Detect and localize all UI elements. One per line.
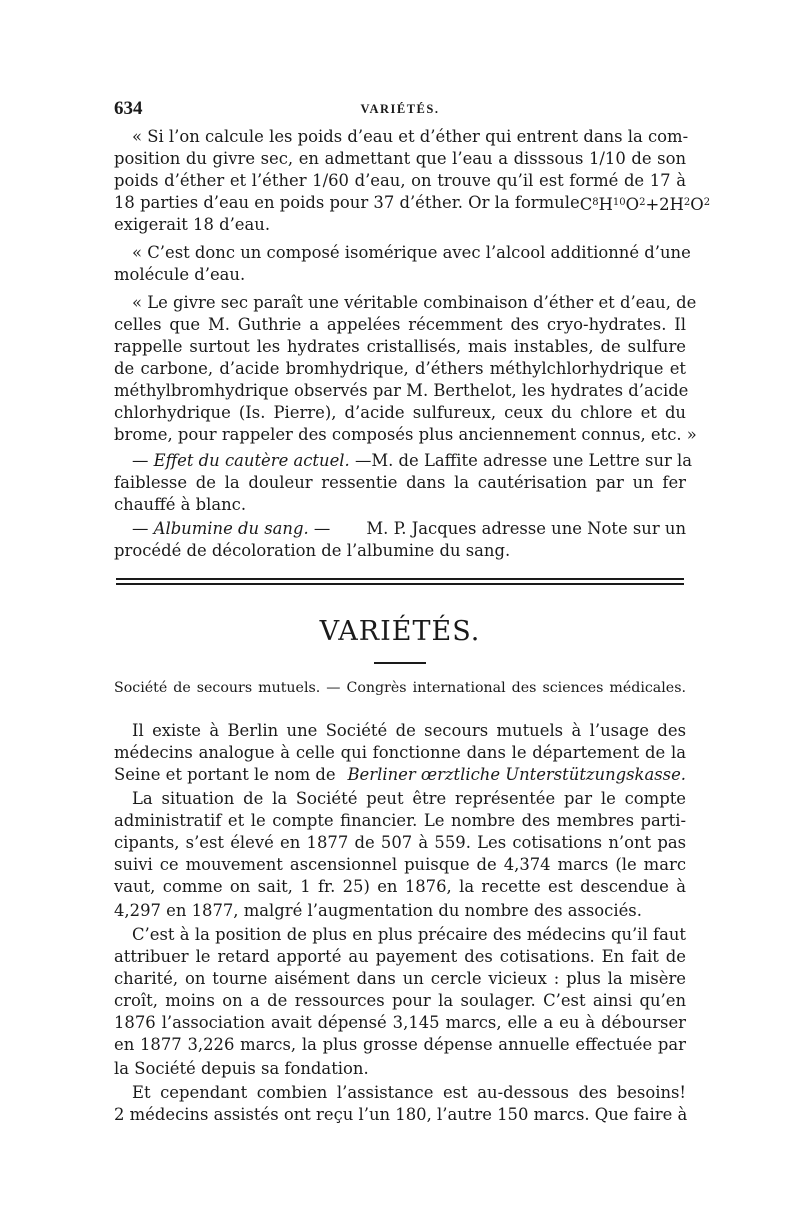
page-header	[114, 98, 686, 122]
text-line: « C’est donc un composé isomérique avec l’alcool additionné d’une	[132, 243, 691, 262]
text-line: vaut, comme on sait, 1 fr. 25) en 1876, la recette est descendue à	[114, 877, 686, 896]
text-line: C’est à la position de plus en plus précaire des médecins qu’il faut	[132, 925, 686, 944]
text-line: poids d’éther et l’éther 1/60 d’eau, on trouve qu’il est formé de 17 à	[114, 171, 686, 190]
text-line: procédé de décoloration de l’albumine du sang.	[114, 541, 511, 560]
text-line: Et cependant combien l’assistance est au-dessous des besoins!	[132, 1083, 686, 1102]
text-line-with-formula	[114, 192, 711, 216]
text-line: administratif et le compte financier. Le nombre des membres parti-	[114, 811, 686, 830]
text-line: La situation de la Société peut être représentée par le compte	[132, 789, 686, 808]
title-rule	[374, 662, 426, 664]
text-line: 18 parties d’eau en poids pour 37 d’éther. Or la formule	[114, 193, 580, 212]
text-line: celles que M. Guthrie a appelées récemment des cryo-hydrates. Il	[114, 315, 686, 334]
text-line: Il existe à Berlin une Société de secours mutuels à l’usage des	[132, 721, 686, 740]
text-line: attribuer le retard apporté au payement des cotisations. En fait de	[114, 947, 686, 966]
text-line: croît, moins on a de ressources pour la soulager. C’est ainsi qu’en	[114, 991, 686, 1010]
text-line: en 1877 3,226 marcs, la plus grosse dépense annuelle effectuée par	[114, 1035, 686, 1054]
text-line: M. P. Jacques adresse une Note sur un	[366, 519, 686, 538]
text-line: charité, on tourne aisément dans un cercle vicieux : plus la misère	[114, 969, 686, 988]
section-title: VARIÉTÉS.	[319, 616, 481, 647]
text-line: M. de Laffite adresse une Lettre sur la	[371, 451, 693, 470]
item-title: Effet du cautère actuel.	[153, 451, 350, 470]
text-line: position du givre sec, en admettant que l’eau a disssous 1/10 de son	[114, 149, 686, 168]
society-name: Berliner œrztliche Unterstützungskasse.	[347, 765, 686, 784]
running-head: VARIÉTÉS.	[360, 102, 440, 116]
text-line: de carbone, d’acide bromhydrique, d’éthers méthylchlorhydrique et	[114, 359, 686, 378]
text-line: suivi ce mouvement ascensionnel puisque de 4,374 marcs (le marc	[114, 855, 686, 874]
text-line: cipants, s’est élevé en 1877 de 507 à 559. Les cotisations n’ont pas	[114, 833, 686, 852]
text-line: « Si l’on calcule les poids d’eau et d’éther qui entrent dans la com-	[132, 127, 689, 146]
text-line: chlorhydrique (Is. Pierre), d’acide sulfureux, ceux du chlore et du	[114, 403, 686, 422]
text-line: la Société depuis sa fondation.	[114, 1059, 369, 1078]
text-line: chauffé à blanc.	[114, 495, 247, 514]
item-title: Albumine du sang.	[153, 519, 309, 538]
section-subtitle: Société de secours mutuels. — Congrès international des sciences médicales.	[114, 680, 686, 696]
text-line: 4,297 en 1877, malgré l’augmentation du nombre des associés.	[114, 901, 642, 920]
text-line: méthylbromhydrique observés par M. Berthelot, les hydrates d’acide	[114, 381, 689, 400]
separator-rule	[116, 578, 684, 580]
text-line: « Le givre sec paraît une véritable combinaison d’éther et d’eau, de	[132, 293, 697, 312]
text-line: Seine et portant le nom de	[114, 765, 336, 784]
page-number: 634	[114, 98, 143, 119]
text-line: médecins analogue à celle qui fonctionne dans le département de la	[114, 743, 686, 762]
item-effet: — Effet du cautère actuel. — M. de Laffite adresse une Lettre sur la	[132, 451, 693, 470]
text-line-with-name	[114, 764, 686, 786]
text-line: molécule d’eau.	[114, 265, 246, 284]
separator-rule	[116, 583, 684, 585]
text-line: brome, pour rappeler des composés plus anciennement connus, etc. »	[114, 425, 697, 444]
text-line: rappelle surtout les hydrates cristallisés, mais instables, de sulfure	[114, 337, 686, 356]
chemical-formula: C8H10O2+2H2O2	[579, 195, 711, 214]
text-line: 1876 l’association avait dépensé 3,145 marcs, elle a eu à débourser	[114, 1013, 686, 1032]
text-line: exigerait 18 d’eau.	[114, 215, 271, 234]
text-line: 2 médecins assistés ont reçu l’un 180, l’autre 150 marcs. Que faire à	[114, 1105, 688, 1124]
text-line: faiblesse de la douleur ressentie dans la cautérisation par un fer	[114, 473, 686, 492]
item-albumine: — Albumine du sang. — M. P. Jacques adresse une Note sur un	[132, 519, 686, 538]
